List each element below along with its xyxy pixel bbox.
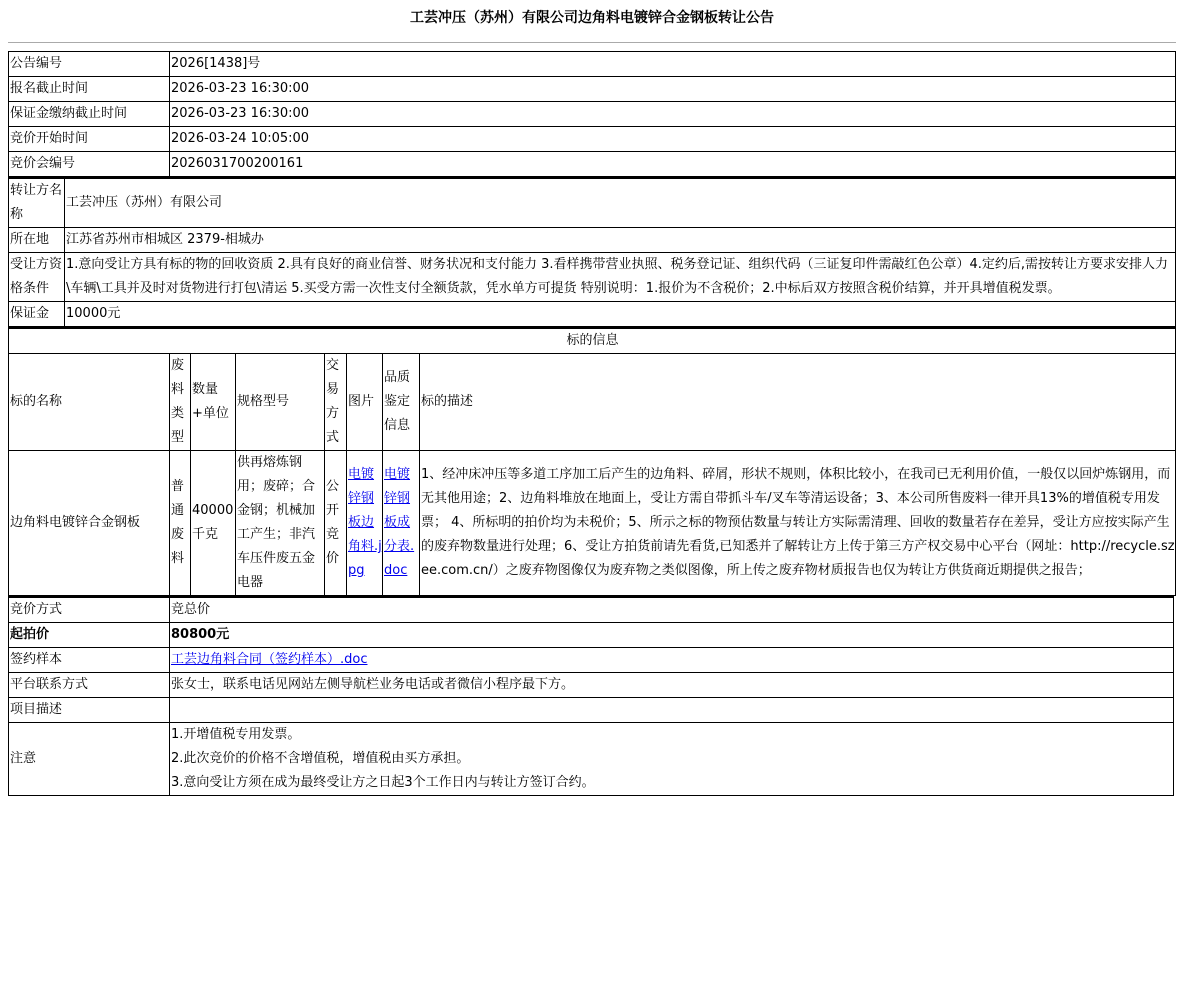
table-row [9,673,1174,698]
start-price-label: 起拍价 [9,623,170,648]
page-title: 工芸冲压（苏州）有限公司边角料电镀锌合金钢板转让公告 [410,10,774,26]
announcement-body [8,51,1176,796]
deposit-label: 保证金 [9,302,65,327]
contact-label: 平台联系方式 [9,673,170,698]
header-trade-mode: 交易方式 [325,354,347,451]
table-row [9,178,1176,228]
table-row [9,623,1174,648]
table-row [9,698,1174,723]
contract-sample-label: 签约样本 [9,648,170,673]
note-item: 2.此次竞价的价格不含增值税，增值税由买方承担。 [171,751,470,766]
lot-trade-mode: 公开竞价 [325,451,347,596]
lot-info-section-title: 标的信息 [9,328,1176,354]
contract-sample-cell [170,648,1174,673]
lot-info-table [8,327,1176,596]
table-row [9,723,1174,796]
table-row [9,597,1174,623]
quality-report-link[interactable]: 电镀锌钢板成分表.doc [384,467,415,578]
lot-description: 1、经冲床冲压等多道工序加工后产生的边角料、碎屑，形状不规则，体积比较小，在我司已无利用价值，一般仅以回炉炼钢用，而无其他用途；2、边角料堆放在地面上，受让方需自带抓斗车/叉车等清运设备；3、本公司所售废料一律开具13%的增值税专用发票； 4、所标明的拍价均为未税价；5、所示之标的物预估数量与转让方实际需清理、回收的数量若存在差异，受让方应按实际产生的废弃物数量进行处理；6、受让方拍货前请先看货,已知悉并了解转让方上传于第三方产权交易中心平台（网址：http://recycle.szee.com.cn/）之废弃物图像仅为废弃物之类似图像，所上传之废弃物材质报告也仅为转让方供货商近期提供之报告； [420,451,1176,596]
header-quantity: 数量+单位 [191,354,236,451]
picture-link[interactable]: 电镀锌钢板边角料.jpg [348,467,382,578]
qualification-label: 受让方资格条件 [9,253,65,302]
location-label: 所在地 [9,228,65,253]
start-price-value: 80800元 [170,623,1174,648]
table-row [9,253,1176,302]
transferor-name-value: 工芸冲压（苏州）有限公司 [65,178,1176,228]
transferor-name-label: 转让方名称 [9,178,65,228]
deposit-deadline-label: 保证金缴纳截止时间 [9,102,170,127]
lot-name: 边角料电镀锌合金钢板 [9,451,170,596]
table-row [9,77,1176,102]
notes-label: 注意 [9,723,170,796]
table-row [9,451,1176,596]
note-item: 1.开增值税专用发票。 [171,727,301,742]
lot-header-row [9,354,1176,451]
table-row [9,102,1176,127]
table-row [9,228,1176,253]
table-row [9,648,1174,673]
registration-deadline-label: 报名截止时间 [9,77,170,102]
table-row [9,52,1176,77]
header-lot-name: 标的名称 [9,354,170,451]
lot-spec: 供再熔炼钢用；废碎；合金钢；机械加工产生；非汽车压件废五金电器 [236,451,325,596]
table-row [9,127,1176,152]
lot-picture-cell [347,451,383,596]
project-description-value [170,698,1174,723]
auction-method-label: 竞价方式 [9,597,170,623]
header-quality: 品质鉴定信息 [383,354,420,451]
project-description-label: 项目描述 [9,698,170,723]
auction-start-label: 竞价开始时间 [9,127,170,152]
table-row [9,302,1176,327]
header-waste-type: 废料类型 [170,354,191,451]
auction-number-value: 2026031700200161 [170,152,1176,177]
location-value: 江苏省苏州市相城区 2379-相城办 [65,228,1176,253]
transferor-table [8,177,1176,327]
section-header-row [9,328,1176,354]
contact-value: 张女士，联系电话见网站左侧导航栏业务电话或者微信小程序最下方。 [170,673,1174,698]
lot-waste-type: 普通废料 [170,451,191,596]
title-divider [8,42,1176,43]
auction-info-table [8,596,1174,796]
auction-start-value: 2026-03-24 10:05:00 [170,127,1176,152]
contract-sample-link[interactable]: 工芸边角料合同（签约样本）.doc [171,652,368,667]
note-item: 3.意向受让方须在成为最终受让方之日起3个工作日内与转让方签订合约。 [171,775,595,790]
qualification-value: 1.意向受让方具有标的物的回收资质 2.具有良好的商业信誉、财务状况和支付能力 3.看样携带营业执照、税务登记证、组织代码（三证复印件需敲红色公章）4.定约后,需按转让方要求安排人力\车辆\工具并及时对货物进行打包\清运 5.买受方需一次性支付全额货款，凭水单方可提货 特别说明：1.报价为不含税价；2.中标后双方按照含税价结算，并开具增值税发票。 [65,253,1176,302]
header-description: 标的描述 [420,354,1176,451]
deposit-value: 10000元 [65,302,1176,327]
basic-info-table [8,51,1176,177]
registration-deadline-value: 2026-03-23 16:30:00 [170,77,1176,102]
header-picture: 图片 [347,354,383,451]
notes-cell [170,723,1174,796]
announcement-number-label: 公告编号 [9,52,170,77]
lot-quantity: 40000千克 [191,451,236,596]
announcement-number-value: 2026[1438]号 [170,52,1176,77]
table-row [9,152,1176,177]
auction-method-value: 竞总价 [170,597,1174,623]
auction-number-label: 竞价会编号 [9,152,170,177]
lot-quality-cell [383,451,420,596]
deposit-deadline-value: 2026-03-23 16:30:00 [170,102,1176,127]
header-spec: 规格型号 [236,354,325,451]
